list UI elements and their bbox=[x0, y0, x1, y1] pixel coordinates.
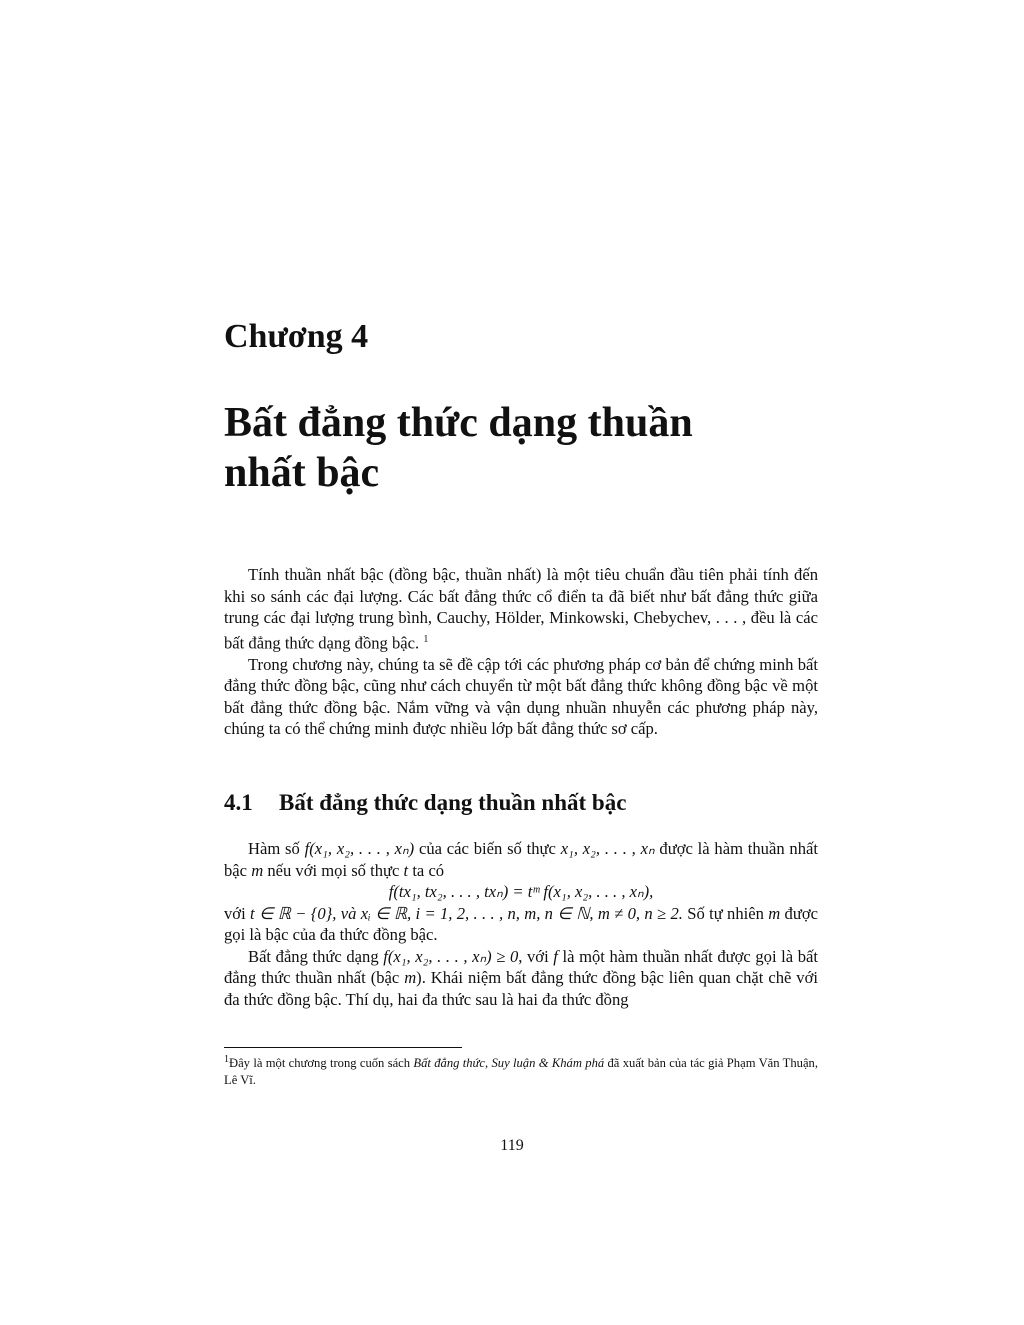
footnote-divider bbox=[224, 1047, 462, 1048]
footnote-reference[interactable]: 1 bbox=[423, 633, 429, 645]
math-inline: x₁, x₂, . . . , xₙ bbox=[560, 839, 655, 858]
footnote-mark: 1 bbox=[224, 1054, 229, 1065]
chapter-title-line-1: Bất đẳng thức dạng thuần bbox=[224, 400, 693, 446]
text-run: với bbox=[224, 903, 251, 923]
text-run: ). Khái niệm bất đẳng thức đồng bậc liên quan chặt chẽ với đa thức đồng bậc. Thí dụ, hai đa thức sau là hai đa thức đồng bbox=[224, 968, 818, 1009]
section-title: Bất đẳng thức dạng thuần nhất bậc bbox=[279, 790, 627, 815]
math-inline: m bbox=[768, 903, 781, 923]
math-inline: f(x₁, x₂, . . . , xₙ) ≥ 0 bbox=[383, 946, 519, 966]
math-inline: f(x₁, x₂, . . . , xₙ) bbox=[304, 839, 415, 858]
text-run: được là hàm thuần nhất bậc bbox=[224, 839, 818, 880]
intro-text bbox=[224, 564, 818, 740]
chapter-title bbox=[224, 398, 824, 498]
section-paragraph-2 bbox=[224, 903, 818, 946]
display-equation: f(tx₁, tx₂, . . . , txₙ) = tᵐ f(x₁, x₂, . . . , xₙ), bbox=[388, 882, 654, 901]
footnote-text: đã xuất bản của tác giả Phạm Văn Thuận, Lê Vĩ. bbox=[224, 1056, 818, 1088]
footnote-text: Đây là một chương trong cuốn sách bbox=[229, 1056, 414, 1071]
section-paragraph-1 bbox=[224, 838, 818, 881]
footnote bbox=[224, 1051, 818, 1089]
math-inline: t ∈ ℝ − {0}, và xᵢ ∈ ℝ, i = 1, 2, . . . , n, m, n ∈ ℕ, m ≠ 0, n ≥ 2. bbox=[250, 903, 683, 923]
math-inline: m bbox=[404, 968, 417, 987]
intro-paragraph-1 bbox=[224, 564, 818, 654]
text-run: được gọi là bậc của đa thức đồng bậc. bbox=[224, 903, 818, 944]
section-text bbox=[224, 838, 818, 1010]
text-run: Số tự nhiên bbox=[682, 903, 769, 923]
chapter-title-line-2: nhất bậc bbox=[224, 450, 380, 496]
intro-paragraph-2: Trong chương này, chúng ta sẽ đề cập tới các phương pháp cơ bản để chứng minh bất đẳng thức đồng bậc, cũng như cách chuyển từ một bất đẳng thức không đồng bậc về một bất đẳng thức đồng bậc. Nắm vững và vận dụng nhuần nhuyễn các phương pháp này, chúng ta có thể chứng minh được nhiều lớp bất đẳng thức sơ cấp. bbox=[224, 654, 818, 739]
footnote-book-title: Bất đẳng thức, Suy luận & Khám phá bbox=[413, 1056, 605, 1071]
text-run: ta có bbox=[408, 860, 445, 880]
math-inline: f bbox=[553, 946, 558, 966]
text-run: , với bbox=[518, 946, 554, 966]
page-number: 119 bbox=[500, 1137, 524, 1154]
section-paragraph-3 bbox=[224, 946, 818, 1011]
text-run: nếu với mọi số thực bbox=[263, 860, 404, 880]
math-inline: m bbox=[251, 860, 264, 880]
text-run: của các biến số thực bbox=[414, 839, 561, 858]
math-inline: t bbox=[403, 860, 409, 880]
section-heading bbox=[224, 790, 626, 816]
section-number: 4.1 bbox=[224, 790, 253, 815]
chapter-label: Chương 4 bbox=[224, 318, 369, 355]
intro-paragraph-1-text: Tính thuần nhất bậc (đồng bậc, thuần nhất) là một tiêu chuẩn đầu tiên phải tính đến khi so sánh các đại lượng. Các bất đẳng thức cổ điển ta đã biết như bất đẳng thức giữa trung các đại lượng trung bình, Cauchy, Hölder, Minkowski, Chebychev, . . . , đều là các bất đẳng thức dạng đồng bậc. bbox=[224, 565, 818, 653]
text-run: Hàm số bbox=[248, 839, 305, 858]
text-run: Bất đẳng thức dạng bbox=[248, 946, 384, 966]
text-run: là một hàm thuần nhất được gọi là bất đẳng thức thuần nhất (bậc bbox=[224, 946, 819, 987]
